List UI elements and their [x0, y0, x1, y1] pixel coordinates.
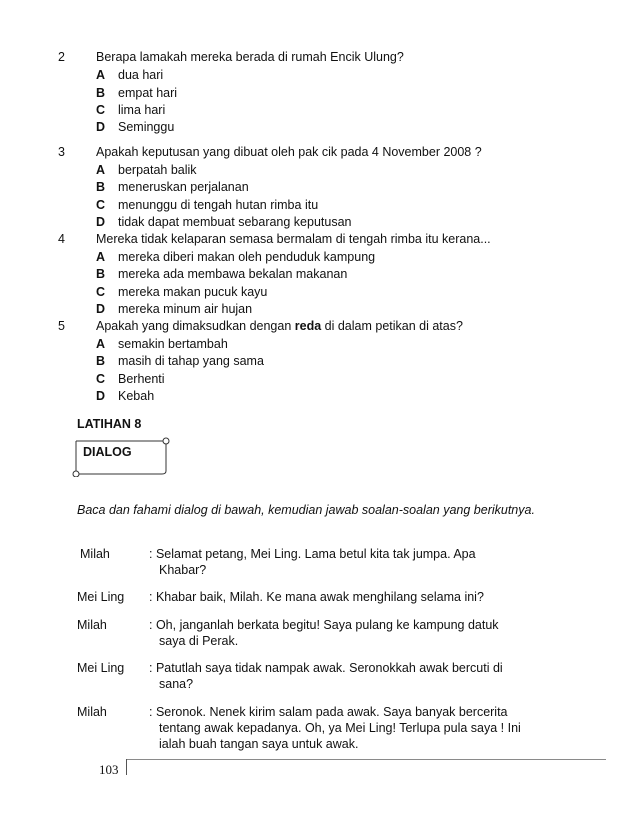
option-d	[96, 302, 252, 316]
option-d	[96, 120, 174, 134]
option-text: mereka makan pucuk kayu	[118, 285, 268, 299]
dialog-line: Khabar?	[159, 563, 207, 577]
option-text: empat hari	[118, 86, 178, 100]
option-b	[96, 180, 249, 194]
dialog-line: ialah buah tangan saya untuk awak.	[159, 737, 359, 751]
question-text: Apakah keputusan yang dibuat oleh pak cik pada 4 November 2008 ?	[96, 145, 482, 159]
dialog-line: tentang awak kepadanya. Oh, ya Mei Ling! Terlupa pula saya ! Ini	[159, 721, 521, 735]
option-letter: C	[96, 372, 106, 386]
question-number: 3	[58, 145, 65, 159]
option-letter: C	[96, 103, 106, 117]
option-text: Kebah	[118, 389, 155, 403]
section-title: LATIHAN 8	[77, 417, 142, 431]
dialog-speaker: Milah	[80, 547, 110, 561]
option-text: mereka ada membawa bekalan makanan	[118, 267, 348, 281]
option-c	[96, 285, 267, 299]
dialog-scroll-banner	[70, 437, 172, 477]
question-text-part: Apakah yang dimaksudkan dengan	[96, 319, 295, 333]
option-text: masih di tahap yang sama	[118, 354, 264, 368]
dialog-line: : Oh, janganlah berkata begitu! Saya pulang ke kampung datuk	[149, 618, 499, 632]
dialog-line: : Selamat petang, Mei Ling. Lama betul kita tak jumpa. Apa	[149, 547, 476, 561]
option-letter: B	[96, 180, 106, 194]
option-c	[96, 198, 318, 212]
option-b	[96, 267, 347, 281]
scroll-label: DIALOG	[83, 445, 132, 459]
option-d	[96, 389, 154, 403]
option-text: Berhenti	[118, 372, 165, 386]
option-letter: C	[96, 285, 106, 299]
option-letter: A	[96, 68, 106, 82]
dialog-speaker: Milah	[77, 705, 107, 719]
option-text: dua hari	[118, 68, 164, 82]
question-number: 2	[58, 50, 65, 64]
question-number: 5	[58, 319, 65, 333]
footer-page-bar	[126, 759, 127, 775]
option-letter: D	[96, 389, 106, 403]
question-number: 4	[58, 232, 65, 246]
option-text: berpatah balik	[118, 163, 197, 177]
option-b	[96, 354, 264, 368]
option-letter: A	[96, 250, 106, 264]
option-c	[96, 103, 165, 117]
option-letter: D	[96, 302, 106, 316]
option-letter: B	[96, 354, 106, 368]
dialog-speaker: Mei Ling	[77, 661, 125, 675]
option-text: mereka diberi makan oleh penduduk kampung	[118, 250, 376, 264]
option-a	[96, 250, 375, 264]
dialog-speaker: Milah	[77, 618, 107, 632]
dialog-line: saya di Perak.	[159, 634, 239, 648]
option-text: meneruskan perjalanan	[118, 180, 249, 194]
option-letter: B	[96, 86, 106, 100]
option-letter: D	[96, 215, 106, 229]
option-text: menunggu di tengah hutan rimba itu	[118, 198, 319, 212]
dialog-line: : Patutlah saya tidak nampak awak. Seronokkah awak bercuti di	[149, 661, 503, 675]
option-b	[96, 86, 177, 100]
option-letter: B	[96, 267, 106, 281]
question-text: Mereka tidak kelaparan semasa bermalam di tengah rimba itu kerana...	[96, 232, 491, 246]
option-letter: A	[96, 163, 106, 177]
option-text: mereka minum air hujan	[118, 302, 253, 316]
option-a	[96, 68, 163, 82]
option-text: Seminggu	[118, 120, 175, 134]
option-text: semakin bertambah	[118, 337, 228, 351]
option-text: lima hari	[118, 103, 166, 117]
option-d	[96, 215, 352, 229]
option-text: tidak dapat membuat sebarang keputusan	[118, 215, 352, 229]
dialog-speaker: Mei Ling	[77, 590, 125, 604]
question-text: Berapa lamakah mereka berada di rumah Encik Ulung?	[96, 50, 404, 64]
dialog-line: : Seronok. Nenek kirim salam pada awak. Saya banyak bercerita	[149, 705, 508, 719]
option-c	[96, 372, 165, 386]
instruction-text: Baca dan fahami dialog di bawah, kemudian jawab soalan-soalan yang berikutnya.	[77, 503, 535, 517]
dialog-line: sana?	[159, 677, 194, 691]
option-a	[96, 163, 197, 177]
page-number: 103	[99, 762, 119, 777]
option-letter: C	[96, 198, 106, 212]
option-a	[96, 337, 228, 351]
keyword-reda: reda	[294, 319, 322, 333]
dialog-line: : Khabar baik, Milah. Ke mana awak menghilang selama ini?	[149, 590, 484, 604]
footer-divider	[126, 759, 606, 760]
option-letter: D	[96, 120, 106, 134]
question-text-part: di dalam petikan di atas?	[321, 319, 463, 333]
question-text	[96, 319, 463, 333]
option-letter: A	[96, 337, 106, 351]
